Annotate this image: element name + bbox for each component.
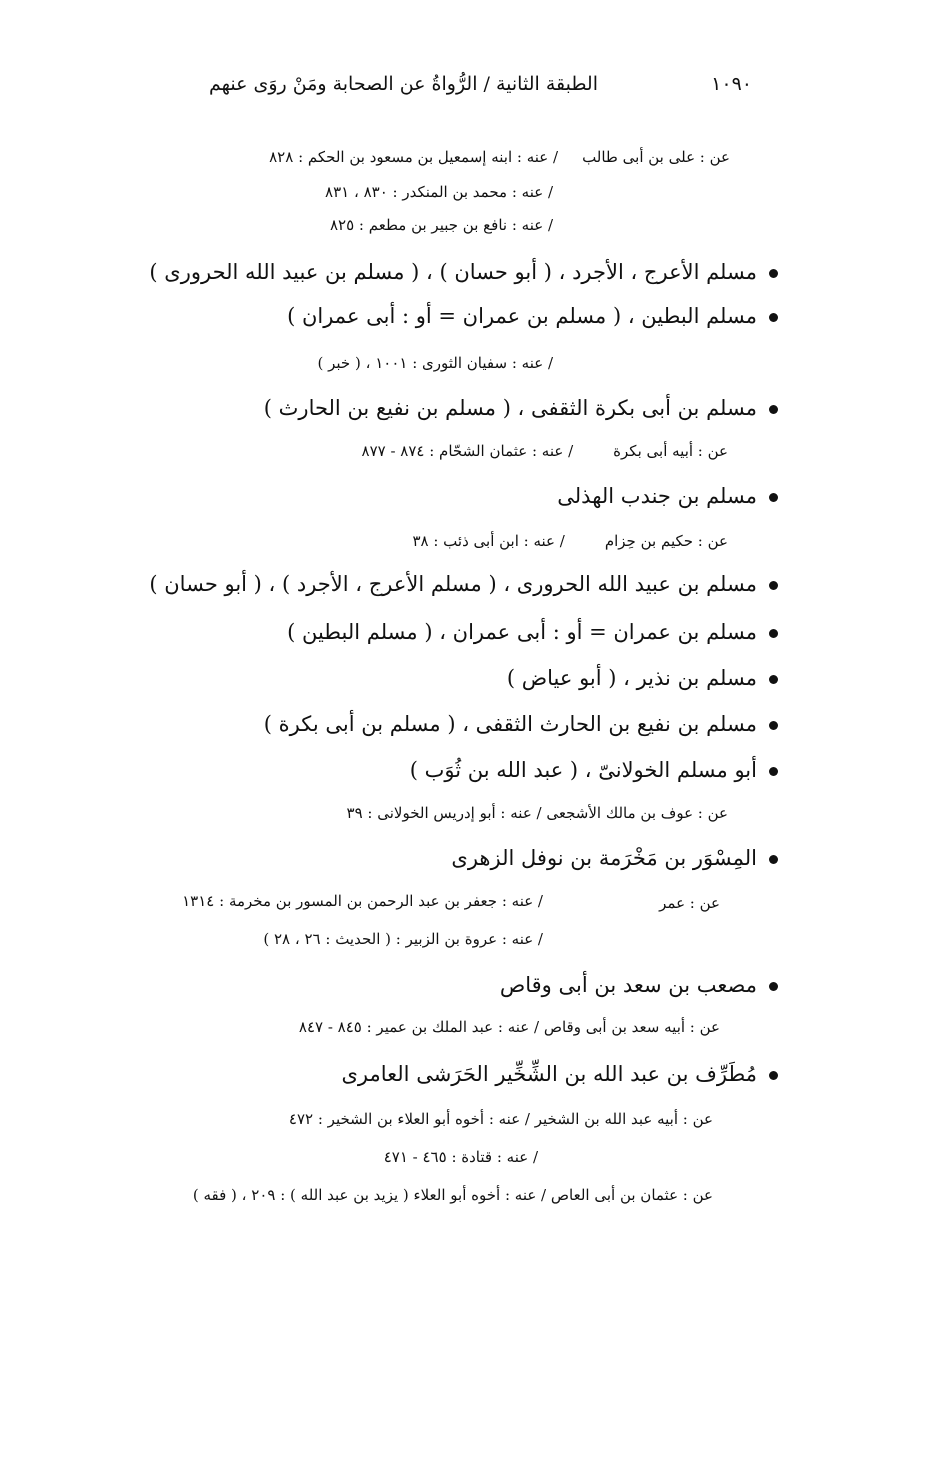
by-label: / عنه : ابن أبى ذئب : ٣٨	[412, 532, 565, 550]
narrator-entry: مسلم بن جندب الهذلى	[557, 486, 778, 507]
running-title: الطبقة الثانية / الرُّواةُ عن الصحابة ومَنْ روَى عنهم	[208, 73, 598, 95]
from-label: عن : أبيه أبى بكرة	[613, 442, 728, 460]
bullet-icon	[769, 982, 778, 991]
narration-line: / عنه : جعفر بن عبد الرحمن بن المسور بن مخرمة : ١٣١٤	[182, 892, 543, 910]
from-label: عن : حكيم بن حِزام	[604, 532, 728, 550]
narrator-entry: مسلم بن نفيع بن الحارث الثقفى ، ( مسلم بن أبى بكرة )	[264, 714, 778, 735]
narrator-entry: مسلم بن نذير ، ( أبو عياض )	[507, 668, 778, 689]
page-number: ١٠٩٠	[711, 73, 752, 95]
bullet-icon	[769, 629, 778, 638]
bullet-icon	[769, 269, 778, 278]
narration-line	[412, 534, 728, 549]
bullet-icon	[769, 1071, 778, 1080]
narrator-entry: مسلم بن أبى بكرة الثقفى ، ( مسلم بن نفيع بن الحارث )	[264, 398, 778, 419]
narrator-entry: المِسْوَر بن مَخْرَمة بن نوفل الزهرى	[451, 848, 778, 869]
narration-line: عن : عمر	[659, 894, 720, 912]
narrator-entry: أبو مسلم الخولانىّ ، ( عبد الله بن ثُوَب )	[410, 760, 778, 781]
narrator-entry: مصعب بن سعد بن أبى وقاص	[500, 975, 778, 996]
narration-line	[269, 150, 730, 165]
narration-line: / عنه : محمد بن المنكدر : ٨٣٠ ، ٨٣١	[325, 183, 553, 201]
narration-line: / عنه : نافع بن جبير بن مطعم : ٨٢٥	[329, 216, 553, 234]
narrator-entry: مسلم بن عبيد الله الحرورى ، ( مسلم الأعرج ، الأجرد ) ، ( أبو حسان )	[149, 574, 778, 595]
narration-line: عن : أبيه عبد الله بن الشخير / عنه : أخوه أبو العلاء بن الشخير : ٤٧٢	[288, 1110, 713, 1128]
bullet-icon	[769, 675, 778, 684]
from-label: عن : على بن أبى طالب	[582, 148, 730, 166]
narrator-entry: مسلم الأعرج ، الأجرد ، ( أبو حسان ) ، ( مسلم بن عبيد الله الحرورى )	[149, 262, 778, 283]
narration-line: عن : عوف بن مالك الأشجعى / عنه : أبو إدريس الخولانى : ٣٩	[346, 804, 728, 822]
narration-line: / عنه : سفيان الثورى : ١٠٠١ ، ( خبر )	[317, 354, 553, 372]
narration-line	[362, 444, 728, 459]
bullet-icon	[769, 767, 778, 776]
narrator-entry: مسلم بن عمران = أو : أبى عمران ، ( مسلم البطين )	[287, 622, 778, 643]
narrator-entry: مُطَرِّف بن عبد الله بن الشِّخِّير الحَرَشى العامرى	[341, 1064, 778, 1085]
narration-line: عن : أبيه سعد بن أبى وقاص / عنه : عبد الملك بن عمير : ٨٤٥ - ٨٤٧	[298, 1018, 720, 1036]
bullet-icon	[769, 581, 778, 590]
by-label: / عنه : ابنه إسمعيل بن مسعود بن الحكم : ٨٢٨	[269, 148, 559, 166]
bullet-icon	[769, 313, 778, 322]
bullet-icon	[769, 493, 778, 502]
bullet-icon	[769, 721, 778, 730]
narration-line: / عنه : قتادة : ٤٦٥ - ٤٧١	[383, 1148, 538, 1166]
bullet-icon	[769, 855, 778, 864]
narration-line: / عنه : عروة بن الزبير : ( الحديث : ٢٦ ، ٢٨ )	[263, 930, 543, 948]
narration-line: عن : عثمان بن أبى العاص / عنه : أخوه أبو العلاء ( يزيد بن عبد الله ) : ٢٠٩ ، ( فقه )	[192, 1186, 713, 1204]
bullet-icon	[769, 405, 778, 414]
narrator-entry: مسلم البطين ، ( مسلم بن عمران = أو : أبى عمران )	[287, 306, 778, 327]
by-label: / عنه : عثمان الشحّام : ٨٧٤ - ٨٧٧	[361, 442, 574, 460]
